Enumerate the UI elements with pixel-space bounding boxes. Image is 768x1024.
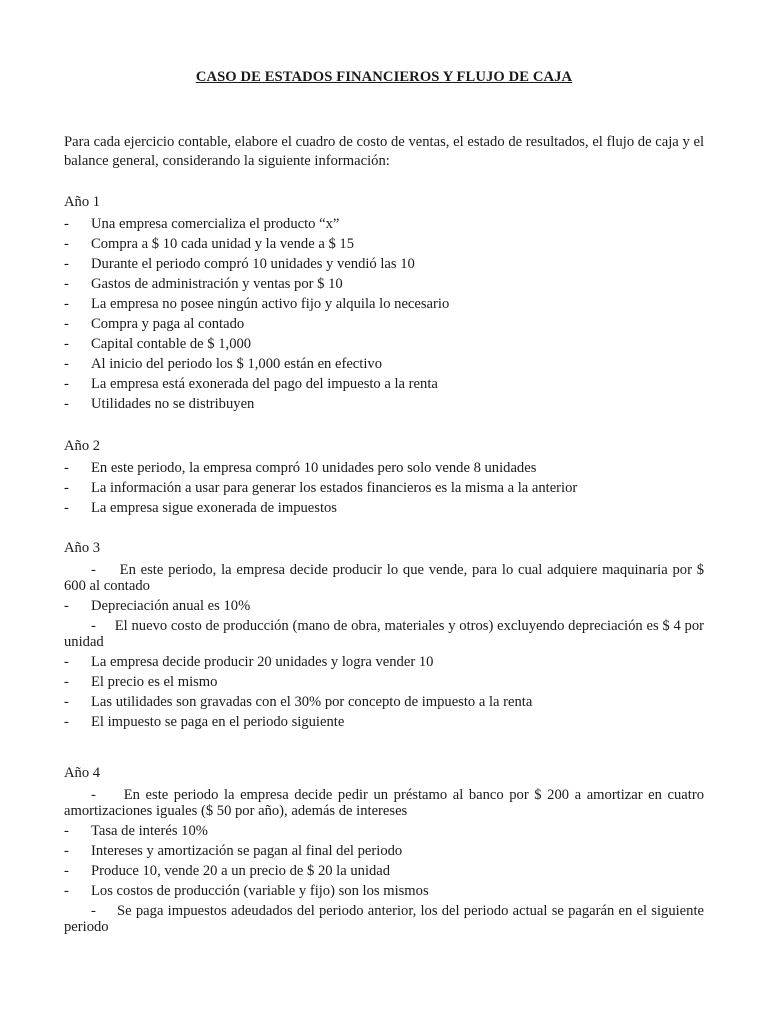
bullet-dash: -: [64, 823, 69, 839]
list-item: - Los costos de producción (variable y fijo) son los mismos: [64, 883, 429, 899]
bullet-dash: -: [91, 903, 118, 919]
list-item: - Capital contable de $ 1,000: [64, 336, 252, 352]
document-title: CASO DE ESTADOS FINANCIEROS Y FLUJO DE CAJA: [195, 69, 573, 85]
list-item: - Al inicio del periodo los $ 1,000 están en efectivo: [64, 356, 382, 372]
bullet-dash: -: [64, 500, 69, 516]
list-item: - Se paga impuestos adeudados del periodo anterior, los del periodo actual se pagarán en el siguiente periodo: [64, 903, 704, 935]
year-heading: Año 2: [64, 438, 101, 454]
bullet-dash: -: [64, 356, 69, 372]
bullet-dash: -: [64, 276, 69, 292]
list-item: - Intereses y amortización se pagan al final del periodo: [64, 843, 403, 859]
bullet-dash: -: [64, 376, 69, 392]
bullet-dash: -: [91, 787, 124, 803]
year-heading: Año 3: [64, 540, 101, 556]
bullet-dash: -: [64, 316, 69, 332]
list-item: - Compra a $ 10 cada unidad y la vende a $ 15: [64, 236, 355, 252]
list-item: - Depreciación anual es 10%: [64, 598, 251, 614]
bullet-dash: -: [64, 714, 69, 730]
bullet-dash: -: [64, 598, 69, 614]
list-item: - El nuevo costo de producción (mano de obra, materiales y otros) excluyendo depreciación es $ 4 por unidad: [64, 618, 704, 650]
bullet-dash: -: [91, 618, 115, 634]
list-item: - En este periodo, la empresa decide producir lo que vende, para lo cual adquiere maquinaria por $ 600 al contado: [64, 562, 704, 594]
year-3-section: [64, 538, 704, 730]
intro-paragraph: Para cada ejercicio contable, elabore el cuadro de costo de ventas, el estado de resultados, el flujo de caja y el balance general, considerando la siguiente información:: [64, 134, 704, 169]
bullet-dash: -: [64, 883, 69, 899]
bullet-dash: -: [64, 396, 69, 412]
bullet-dash: -: [91, 562, 120, 578]
bullet-dash: -: [64, 256, 69, 272]
year-heading: Año 4: [64, 765, 101, 781]
bullet-dash: -: [64, 216, 69, 232]
year-2-section: [64, 436, 704, 516]
list-item: - La empresa está exonerada del pago del impuesto a la renta: [64, 376, 438, 392]
list-item: - Las utilidades son gravadas con el 30% por concepto de impuesto a la renta: [64, 694, 533, 710]
bullet-dash: -: [64, 480, 69, 496]
bullet-dash: -: [64, 694, 69, 710]
list-item: - Gastos de administración y ventas por $ 10: [64, 276, 343, 292]
bullet-dash: -: [64, 460, 69, 476]
bullet-dash: -: [64, 654, 69, 670]
bullet-dash: -: [64, 674, 69, 690]
bullet-dash: -: [64, 296, 69, 312]
bullet-dash: -: [64, 843, 69, 859]
list-item: - Utilidades no se distribuyen: [64, 396, 255, 412]
list-item: - El precio es el mismo: [64, 674, 218, 690]
list-item: - Durante el periodo compró 10 unidades y vendió las 10: [64, 256, 415, 272]
list-item: - Tasa de interés 10%: [64, 823, 208, 839]
list-item: - En este periodo la empresa decide pedir un préstamo al banco por $ 200 a amortizar en cuatro amortizaciones iguales ($ 50 por año), además de intereses: [64, 787, 704, 819]
list-item: - Produce 10, vende 20 a un precio de $ 20 la unidad: [64, 863, 391, 879]
list-item: - La empresa sigue exonerada de impuestos: [64, 500, 337, 516]
list-item: - El impuesto se paga en el periodo siguiente: [64, 714, 345, 730]
year-1-section: [64, 192, 704, 412]
list-item: - En este periodo, la empresa compró 10 unidades pero solo vende 8 unidades: [64, 460, 537, 476]
list-item: - Compra y paga al contado: [64, 316, 245, 332]
bullet-dash: -: [64, 336, 69, 352]
list-item: - La empresa decide producir 20 unidades y logra vender 10: [64, 654, 434, 670]
list-item: - La empresa no posee ningún activo fijo y alquila lo necesario: [64, 296, 450, 312]
year-heading: Año 1: [64, 194, 101, 210]
list-item: - La información a usar para generar los estados financieros es la misma a la anterior: [64, 480, 578, 496]
year-4-section: [64, 763, 704, 935]
bullet-dash: -: [64, 863, 69, 879]
bullet-dash: -: [64, 236, 69, 252]
list-item: - Una empresa comercializa el producto “x”: [64, 216, 340, 232]
